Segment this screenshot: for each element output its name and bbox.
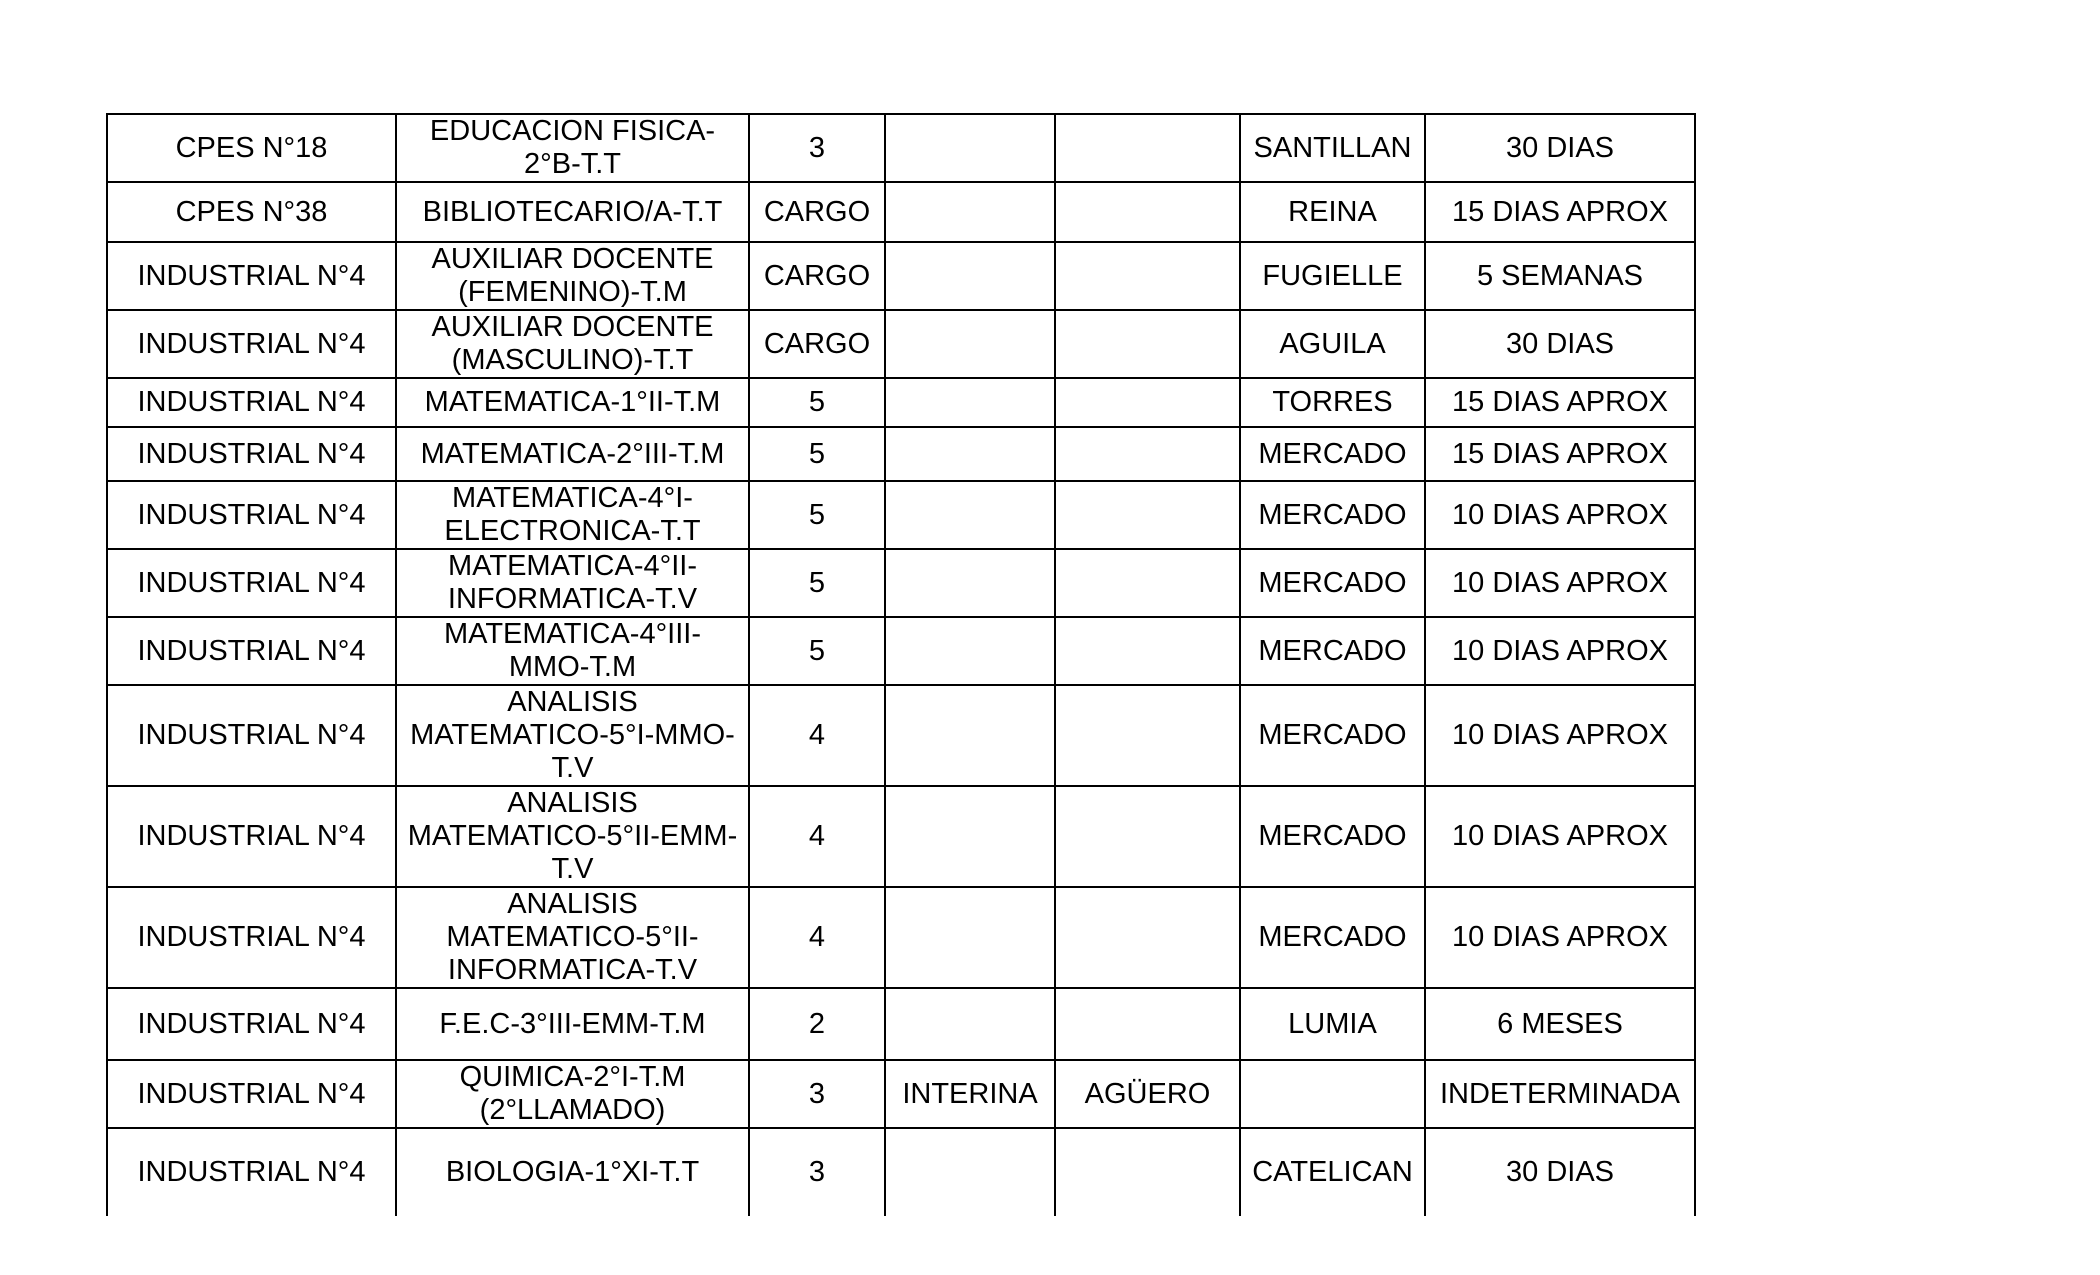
hours-cell: 4 <box>749 685 885 786</box>
subject-cell: MATEMATICA-1°II-T.M <box>396 378 749 427</box>
holder-cell <box>1055 617 1240 685</box>
duration-cell: 15 DIAS APROX <box>1425 378 1695 427</box>
holder-cell <box>1055 182 1240 242</box>
hours-cell: 4 <box>749 887 885 988</box>
replaced-cell: TORRES <box>1240 378 1425 427</box>
school-cell: INDUSTRIAL N°4 <box>107 427 396 481</box>
holder-cell <box>1055 427 1240 481</box>
school-cell: INDUSTRIAL N°4 <box>107 887 396 988</box>
subject-cell: ANALISIS MATEMATICO-5°II-EMM-T.V <box>396 786 749 887</box>
replaced-cell: AGUILA <box>1240 310 1425 378</box>
duration-cell: 30 DIAS <box>1425 114 1695 182</box>
holder-cell <box>1055 242 1240 310</box>
hours-cell: CARGO <box>749 182 885 242</box>
duration-cell: 10 DIAS APROX <box>1425 549 1695 617</box>
table-row <box>107 617 1695 685</box>
replaced-cell: CATELICAN <box>1240 1128 1425 1216</box>
table-row <box>107 988 1695 1060</box>
replaced-cell: MERCADO <box>1240 786 1425 887</box>
subject-cell: MATEMATICA-4°I-ELECTRONICA-T.T <box>396 481 749 549</box>
holder-cell <box>1055 114 1240 182</box>
table-row <box>107 786 1695 887</box>
holder-cell <box>1055 549 1240 617</box>
table-row <box>107 685 1695 786</box>
hours-cell: 3 <box>749 1060 885 1128</box>
table-row <box>107 310 1695 378</box>
hours-cell: 2 <box>749 988 885 1060</box>
school-cell: INDUSTRIAL N°4 <box>107 988 396 1060</box>
holder-cell <box>1055 481 1240 549</box>
replaced-cell: FUGIELLE <box>1240 242 1425 310</box>
subject-cell: BIOLOGIA-1°XI-T.T <box>396 1128 749 1216</box>
duration-cell: 10 DIAS APROX <box>1425 481 1695 549</box>
subject-cell: ANALISIS MATEMATICO-5°II-INFORMATICA-T.V <box>396 887 749 988</box>
table-row <box>107 427 1695 481</box>
status-cell <box>885 378 1055 427</box>
school-cell: INDUSTRIAL N°4 <box>107 786 396 887</box>
subject-cell: MATEMATICA-4°III-MMO-T.M <box>396 617 749 685</box>
duration-cell: 15 DIAS APROX <box>1425 427 1695 481</box>
subject-cell: BIBLIOTECARIO/A-T.T <box>396 182 749 242</box>
status-cell <box>885 988 1055 1060</box>
replaced-cell: MERCADO <box>1240 685 1425 786</box>
hours-cell: 5 <box>749 549 885 617</box>
duration-cell: 10 DIAS APROX <box>1425 786 1695 887</box>
replaced-cell: MERCADO <box>1240 617 1425 685</box>
hours-cell: 5 <box>749 378 885 427</box>
table-row <box>107 1128 1695 1216</box>
table-row <box>107 114 1695 182</box>
duration-cell: 6 MESES <box>1425 988 1695 1060</box>
school-cell: INDUSTRIAL N°4 <box>107 1128 396 1216</box>
table-row <box>107 481 1695 549</box>
status-cell <box>885 887 1055 988</box>
subject-cell: AUXILIAR DOCENTE (FEMENINO)-T.M <box>396 242 749 310</box>
status-cell: INTERINA <box>885 1060 1055 1128</box>
replaced-cell: MERCADO <box>1240 427 1425 481</box>
holder-cell <box>1055 786 1240 887</box>
school-cell: INDUSTRIAL N°4 <box>107 481 396 549</box>
hours-cell: 3 <box>749 114 885 182</box>
holder-cell <box>1055 988 1240 1060</box>
status-cell <box>885 786 1055 887</box>
replaced-cell: LUMIA <box>1240 988 1425 1060</box>
replaced-cell: MERCADO <box>1240 549 1425 617</box>
duration-cell: 10 DIAS APROX <box>1425 887 1695 988</box>
duration-cell: 10 DIAS APROX <box>1425 617 1695 685</box>
subject-cell: AUXILIAR DOCENTE (MASCULINO)-T.T <box>396 310 749 378</box>
table-row <box>107 378 1695 427</box>
holder-cell: AGÜERO <box>1055 1060 1240 1128</box>
table-row <box>107 549 1695 617</box>
hours-cell: 5 <box>749 427 885 481</box>
duration-cell: 30 DIAS <box>1425 1128 1695 1216</box>
duration-cell: 10 DIAS APROX <box>1425 685 1695 786</box>
replaced-cell: MERCADO <box>1240 481 1425 549</box>
replaced-cell: REINA <box>1240 182 1425 242</box>
status-cell <box>885 685 1055 786</box>
hours-cell: CARGO <box>749 242 885 310</box>
duration-cell: 5 SEMANAS <box>1425 242 1695 310</box>
subject-cell: F.E.C-3°III-EMM-T.M <box>396 988 749 1060</box>
subject-cell: MATEMATICA-2°III-T.M <box>396 427 749 481</box>
subject-cell: EDUCACION FISICA-2°B-T.T <box>396 114 749 182</box>
status-cell <box>885 481 1055 549</box>
school-cell: INDUSTRIAL N°4 <box>107 378 396 427</box>
subject-cell: ANALISIS MATEMATICO-5°I-MMO-T.V <box>396 685 749 786</box>
status-cell <box>885 182 1055 242</box>
duration-cell: 30 DIAS <box>1425 310 1695 378</box>
duration-cell: 15 DIAS APROX <box>1425 182 1695 242</box>
duration-cell: INDETERMINADA <box>1425 1060 1695 1128</box>
hours-cell: CARGO <box>749 310 885 378</box>
subject-cell: MATEMATICA-4°II-INFORMATICA-T.V <box>396 549 749 617</box>
status-cell <box>885 242 1055 310</box>
subject-cell: QUIMICA-2°I-T.M (2°LLAMADO) <box>396 1060 749 1128</box>
school-cell: INDUSTRIAL N°4 <box>107 549 396 617</box>
school-cell: INDUSTRIAL N°4 <box>107 1060 396 1128</box>
status-cell <box>885 114 1055 182</box>
holder-cell <box>1055 378 1240 427</box>
status-cell <box>885 549 1055 617</box>
school-cell: CPES N°38 <box>107 182 396 242</box>
school-cell: INDUSTRIAL N°4 <box>107 310 396 378</box>
hours-cell: 5 <box>749 481 885 549</box>
holder-cell <box>1055 1128 1240 1216</box>
replaced-cell <box>1240 1060 1425 1128</box>
replaced-cell: SANTILLAN <box>1240 114 1425 182</box>
holder-cell <box>1055 685 1240 786</box>
school-cell: INDUSTRIAL N°4 <box>107 617 396 685</box>
status-cell <box>885 427 1055 481</box>
replaced-cell: MERCADO <box>1240 887 1425 988</box>
school-cell: INDUSTRIAL N°4 <box>107 685 396 786</box>
school-cell: INDUSTRIAL N°4 <box>107 242 396 310</box>
status-cell <box>885 1128 1055 1216</box>
table-row <box>107 182 1695 242</box>
holder-cell <box>1055 310 1240 378</box>
status-cell <box>885 310 1055 378</box>
table-row <box>107 1060 1695 1128</box>
school-cell: CPES N°18 <box>107 114 396 182</box>
hours-cell: 3 <box>749 1128 885 1216</box>
hours-cell: 4 <box>749 786 885 887</box>
vacancy-table <box>106 113 1696 1216</box>
holder-cell <box>1055 887 1240 988</box>
table-row <box>107 887 1695 988</box>
table-row <box>107 242 1695 310</box>
status-cell <box>885 617 1055 685</box>
hours-cell: 5 <box>749 617 885 685</box>
